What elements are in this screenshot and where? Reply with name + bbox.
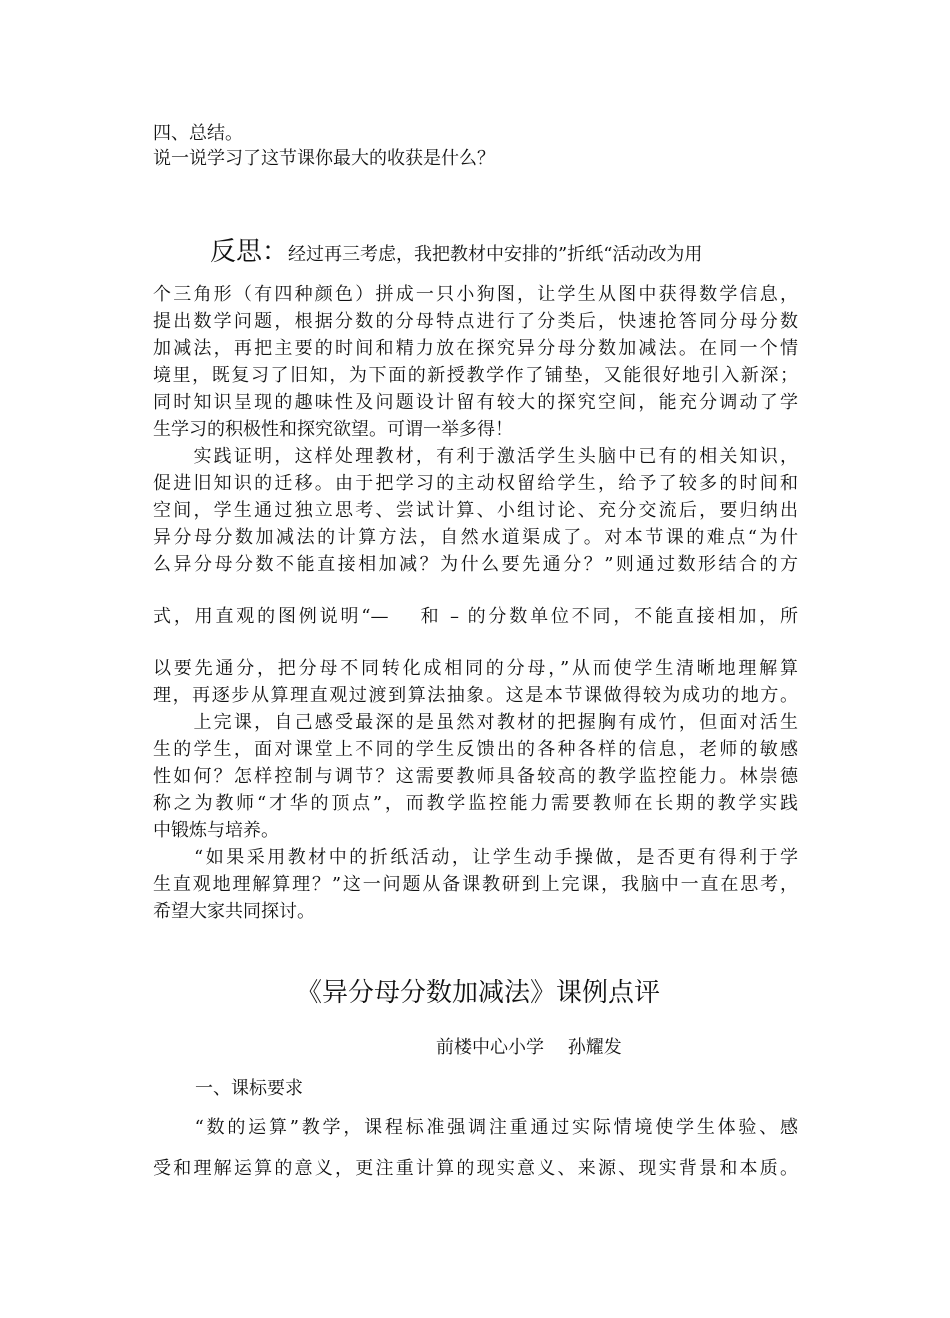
- reflection-label: 反思：: [210, 237, 289, 267]
- reflection-line: 上完课，自己感受最深的是虽然对教材的把握胸有成竹，但面对活生: [153, 712, 798, 733]
- reflection-line: 个三角形（有四种颜色）拼成一只小狗图，让学生从图中获得数学信息，: [153, 284, 798, 305]
- review-title: 《异分母分数加减法》课例点评: [296, 978, 661, 1008]
- reflection-line: 以要先通分，把分母不同转化成相同的分母，”从而使学生清晰地理解算: [153, 658, 798, 679]
- reflection-line: 空间，学生通过独立思考、尝试计算、小组讨论、充分交流后，要归纳出: [153, 500, 798, 521]
- reflection-line: 生直观地理解算理？”这一问题从备课教研到上完课，我脑中一直在思考，: [153, 874, 798, 895]
- reflection-first-line-text: 经过再三考虑，我把教材中安排的”折纸“活动改为用: [288, 244, 703, 265]
- reflection-first-line: [210, 237, 702, 267]
- reflection-line: 么异分母分数不能直接相加减？为什么要先通分？”则通过数形结合的方: [153, 554, 798, 575]
- reflection-line: 性如何？怎样控制与调节？这需要教师具备较高的教学监控能力。林崇德: [153, 766, 798, 787]
- reflection-line: 加减法，再把主要的时间和精力放在探究异分母分数加减法。在同一个情: [153, 338, 798, 359]
- reflection-line: 中锻炼与培养。: [153, 820, 279, 841]
- review-paragraph-line: “数的运算”教学，课程标准强调注重通过实际情境使学生体验、感: [153, 1117, 798, 1138]
- review-paragraph-line: 受和理解运算的意义，更注重计算的现实意义、来源、现实背景和本质。: [153, 1158, 798, 1179]
- reflection-line: 生学习的积极性和探究欲望。可谓一举多得！: [153, 419, 513, 440]
- section-four-heading: 四、总结。: [153, 123, 243, 144]
- reflection-line: 提出数学问题，根据分数的分母特点进行了分类后，快速抢答同分母分数: [153, 311, 798, 332]
- reflection-line: 理，再逐步从算理直观过渡到算法抽象。这是本节课做得较为成功的地方。: [153, 685, 798, 706]
- reflection-line: 称之为教师“才华的顶点”，而教学监控能力需要教师在长期的教学实践: [153, 793, 798, 814]
- reflection-line: 促进旧知识的迁移。由于把学习的主动权留给学生，给予了较多的时间和: [153, 473, 798, 494]
- review-author: 前楼中心小学 孙耀发: [436, 1037, 622, 1058]
- reflection-line: 实践证明，这样处理教材，有利于激活学生头脑中已有的相关知识，: [153, 446, 798, 467]
- reflection-line: 希望大家共同探讨。: [153, 901, 315, 922]
- review-section-one: 一、课标要求: [195, 1078, 303, 1099]
- reflection-line: 异分母分数加减法的计算方法，自然水道渠成了。对本节课的难点“为什: [153, 527, 798, 548]
- reflection-line: 同时知识呈现的趣味性及问题设计留有较大的探究空间，能充分调动了学: [153, 392, 798, 413]
- section-four-question: 说一说学习了这节课你最大的收获是什么？: [153, 148, 495, 169]
- reflection-line: “如果采用教材中的折纸活动，让学生动手操做，是否更有得利于学: [153, 847, 798, 868]
- reflection-line: 境里，既复习了旧知，为下面的新授教学作了铺垫，又能很好地引入新深；: [153, 365, 798, 386]
- reflection-fraction-line: 式，用直观的图例说明“— 和 – 的分数单位不同，不能直接相加，所: [153, 606, 798, 627]
- reflection-line: 生的学生，面对课堂上不同的学生反馈出的各种各样的信息，老师的敏感: [153, 739, 798, 760]
